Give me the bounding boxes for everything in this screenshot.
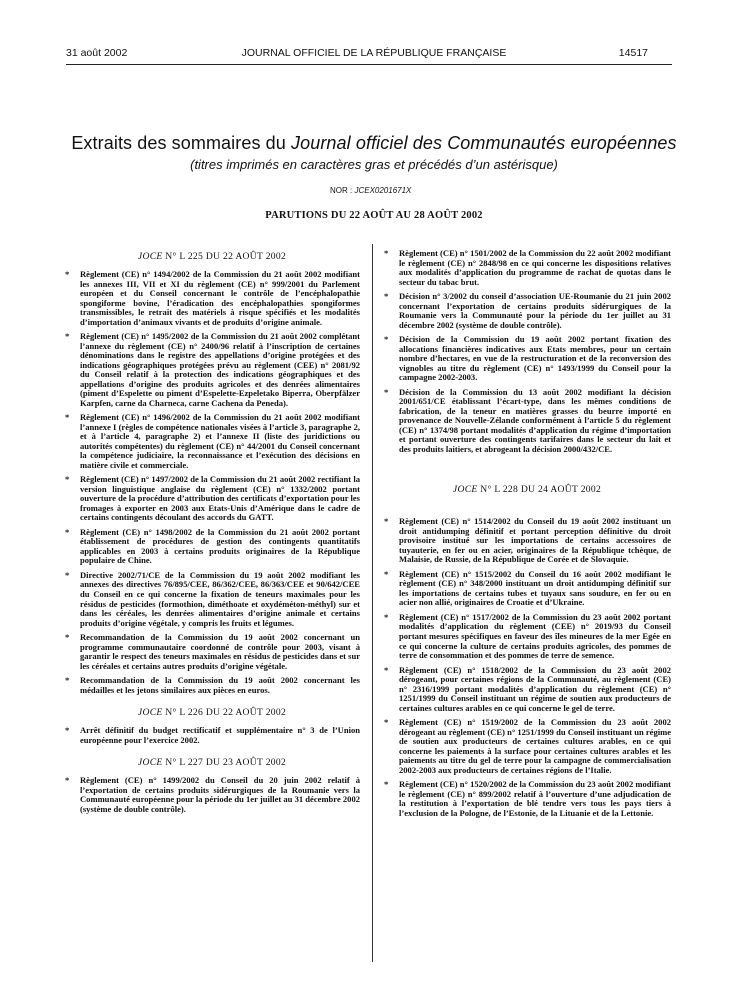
nor-label: NOR : xyxy=(330,186,355,195)
page-title xyxy=(0,133,748,154)
title-part1: Extraits des sommaires du xyxy=(71,133,292,153)
summary-entry xyxy=(383,780,671,818)
entry-text: Règlement (CE) n° 1518/2002 de la Commission du 23 août 2002 dérogeant, pour certaines régions de la Communauté, au règlement (CE) n° 2316/1999 portant modalités d’application du règlement (CE) n° 1251/1999 du Conseil instituant un régime de soutien aux producteurs de certaines cultures arables en ce qui concerne le gel de terre. xyxy=(399,664,671,713)
summary-entry xyxy=(383,570,671,608)
asterisk-marker: * xyxy=(384,717,389,728)
entry-text: Règlement (CE) n° 1499/2002 du Conseil du 20 juin 2002 relatif à l’exportation de certains produits sidérurgiques de la Roumanie vers la Communauté européenne pour la période du 1er juillet au 31 décembre 2002 (système de double contrôle). xyxy=(80,775,360,814)
summary-entry xyxy=(383,335,671,383)
joce-label: JOCE xyxy=(452,484,478,496)
summary-entry xyxy=(383,718,671,775)
asterisk-marker: * xyxy=(65,526,70,537)
asterisk-marker: * xyxy=(384,568,389,579)
asterisk-marker: * xyxy=(384,334,389,345)
asterisk-marker: * xyxy=(65,775,70,786)
running-header xyxy=(0,47,748,63)
asterisk-marker: * xyxy=(65,412,70,423)
entry-text: Règlement (CE) n° 1497/2002 de la Commission du 21 août 2002 rectifiant la version linguistique anglaise du règlement (CE) n° 1332/2002 portant ouverture de la procédure d’attribution des certificats d’exportation pour les fromages à exporter en 2003 aux Etats-Unis d’Amérique dans le cadre de certains contingents découlant des accords du GATT. xyxy=(80,474,360,523)
entry-text: Règlement (CE) n° 1517/2002 de la Commission du 23 août 2002 portant modalités d’application du règlement (CEE) n° 2019/93 du Conseil portant mesures spécifiques en faveur des îles mineures de la mer Egée en ce qui concerne la culture de certains produits agricoles, des pommes de terre de consommation et des pommes de terre de semence. xyxy=(399,611,671,661)
summary-entry xyxy=(64,475,360,523)
summary-entry xyxy=(64,726,360,745)
entry-text: Arrêt définitif du budget rectificatif et supplémentaire n° 3 de l’Union européenne pour l’exercice 2002. xyxy=(80,725,360,745)
asterisk-marker: * xyxy=(65,474,70,485)
summary-entry xyxy=(383,517,671,565)
entry-text: Règlement (CE) n° 1519/2002 de la Commission du 23 août 2002 dérogeant au règlement (CE) n° 1251/1999 du Conseil instituant un régime de soutien aux producteurs de certaines cultures arables, en ce qui concerne les paiements à la surface pour certaines cultures arables et les paiements au titre du gel de terre pour la campagne de commercialisation 2002-2003 aux producteurs de certaines régions de l’Italie. xyxy=(399,717,672,775)
joce-label: JOCE xyxy=(137,707,163,719)
summary-entry xyxy=(383,666,671,714)
asterisk-marker: * xyxy=(384,386,389,397)
header-journal-title: JOURNAL OFFICIEL DE LA RÉPUBLIQUE FRANÇAISE xyxy=(241,47,507,59)
entry-text: Décision de la Commission du 13 août 2002 modifiant la décision 2001/651/CE établissant l’écart-type, dans les mêmes conditions de fabrication, de la teneur en matières grasses du beurre importé en provenance de Nouvelle-Zélande conformément à l’article 5 du règlement (CE) n° 1374/98 portant modalités d’application du régime d’importation et portant ouverture des contingents tarifaires dans le secteur du lait et des produits laitiers, et abrogeant la décision 2000/432/CE. xyxy=(399,386,671,454)
right-column xyxy=(383,249,671,823)
entry-text: Règlement (CE) n° 1498/2002 de la Commission du 21 août 2002 portant établissement de procédures de gestion des contingents quantitatifs applicables en 2003 à certains produits originaires de la République populaire de Chine. xyxy=(80,526,360,566)
asterisk-marker: * xyxy=(384,291,389,302)
summary-entry xyxy=(64,332,360,408)
header-date: 31 août 2002 xyxy=(66,47,128,59)
entry-text: Règlement (CE) n° 1494/2002 de la Commission du 21 août 2002 modifiant les annexes III, VII et XI du règlement (CE) n° 999/2001 du Parlement européen et du Conseil concernant le contrôle de l’encéphalopathie spongiforme bovine, l’éradication des encéphalopathies spongiformes transmissibles, le retrait des matériels à risque spécifiés et les modalités d’importation d’animaux vivants et de produits d’origine animale. xyxy=(80,269,360,327)
asterisk-marker: * xyxy=(65,569,70,580)
asterisk-marker: * xyxy=(65,269,70,279)
entry-text: Règlement (CE) n° 1495/2002 de la Commission du 21 août 2002 complétant l’annexe du règlement (CE) n° 2400/96 relatif à l’inscription de certaines dénominations dans le registre des appellations d’origine protégées et des indications géographiques protégées prévu au règlement (CEE) n° 2081/92 du Conseil relatif à la protection des indications géographiques et des appellations d’origine des produits agricoles et des denrées alimentaires (piment d’Espelette ou piment d’Espelette-Ezpeletako Biperra, Oberpfälzer Karpfen, carne da Charneca, carne Cachena da Peneda). xyxy=(80,331,360,408)
column-separator xyxy=(372,244,373,962)
header-rule xyxy=(66,64,672,65)
section-label: N° L 226 DU 22 AOÛT 2002 xyxy=(162,707,287,719)
summary-entry xyxy=(383,292,671,330)
summary-entry xyxy=(383,613,671,661)
nor-reference xyxy=(330,186,411,195)
entry-text: Décision n° 3/2002 du conseil d’association UE-Roumanie du 21 juin 2002 concernant l’exportation de certains produits sidérurgiques de la Roumanie vers la Communauté pour la période du 1er juillet au 31 décembre 2002 (système de double contrôle). xyxy=(399,291,671,330)
section-heading-l227 xyxy=(64,757,360,768)
section-heading-l226 xyxy=(64,707,360,718)
summary-entry xyxy=(64,776,360,814)
summary-entry xyxy=(64,413,360,470)
section-heading-l228 xyxy=(383,484,671,495)
entry-text: Directive 2002/71/CE de la Commission du 19 août 2002 modifiant les annexes des directives 76/895/CEE, 86/362/CEE, 86/363/CEE et 90/642/CEE du Conseil en ce qui concerne la fixation de teneurs maximales pour les résidus de pesticides (formothion, diméthoate et oxydéméton-méthyl) sur et dans les céréales, les denrées alimentaires d’origine animale et certains produits d’origine végétale, y compris les fruits et légumes. xyxy=(80,569,360,628)
section-heading-l225 xyxy=(64,251,360,262)
left-column xyxy=(64,247,360,819)
summary-entry xyxy=(64,528,360,566)
section-label: N° L 225 DU 22 AOÛT 2002 xyxy=(162,251,287,262)
entry-text: Règlement (CE) n° 1520/2002 de la Commission du 23 août 2002 modifiant le règlement (CE) n° 899/2002 relatif à l’ouverture d’une adjudication de la restitution à l’exportation de blé tendre vers tous les pays tiers à l’exclusion de la Pologne, de l’Estonie, de la Lituanie et de la Lettonie. xyxy=(399,779,671,818)
asterisk-marker: * xyxy=(65,632,70,643)
entry-text: Recommandation de la Commission du 19 août 2002 concernant un programme communautaire coordonné de contrôle pour 2003, visant à garantir le respect des teneurs maximales en résidus de pesticides dans et sur les céréales et certains autres produits d’origine végétale. xyxy=(80,632,360,671)
list-l226 xyxy=(64,726,360,745)
joce-label: JOCE xyxy=(137,251,163,262)
section-label: N° L 227 DU 23 AOÛT 2002 xyxy=(162,757,287,769)
asterisk-marker: * xyxy=(65,675,70,686)
title-italic: Journal officiel des Communautés européennes xyxy=(291,133,677,153)
list-l225 xyxy=(64,270,360,695)
entry-text: Décision de la Commission du 19 août 2002 portant fixation des allocations financières indicatives aux Etats membres, pour un certain nombre d’hectares, en vue de la restructuration et de la reconversion des vignobles au titre du règlement (CE) n° 1493/1999 du Conseil pour la campagne 2002-2003. xyxy=(399,334,671,383)
entry-text: Recommandation de la Commission du 19 août 2002 concernant les médailles et les jetons similaires aux pièces en euros. xyxy=(80,675,360,695)
joce-label: JOCE xyxy=(137,757,163,769)
entry-text: Règlement (CE) n° 1501/2002 de la Commission du 22 août 2002 modifiant le règlement (CE) n° 2848/98 en ce qui concerne les dispositions relatives aux modalités d’application du programme de rachat de quotas dans le secteur du tabac brut. xyxy=(399,248,671,287)
entry-text: Règlement (CE) n° 1514/2002 du Conseil du 19 août 2002 instituant un droit antidumping définitif et portant perception définitive du droit provisoire institué sur les importations de certains accessoires de tuyauterie, en fer ou en acier, originaires de la République tchèque, de Malaisie, de Russie, de la République de Corée et de Slovaquie. xyxy=(399,516,671,565)
asterisk-marker: * xyxy=(384,664,389,675)
header-page-number: 14517 xyxy=(618,47,648,59)
nor-value: JCEX0201671X xyxy=(354,186,412,195)
summary-entry xyxy=(64,270,360,327)
entry-text: Règlement (CE) n° 1496/2002 de la Commission du 21 août 2002 modifiant l’annexe I (règles de compétence nationales visées à l’article 3, paragraphe 2, et à l’article 4, paragraphe 2) et l’annexe II (liste des juridictions ou autorités compétentes) du règlement (CE) n° 44/2001 du Conseil concernant la compétence judiciaire, la reconnaissance et l’exécution des décisions en matière civile et commerciale. xyxy=(80,412,360,470)
summary-entry xyxy=(64,571,360,628)
summary-entry xyxy=(64,633,360,671)
summary-entry xyxy=(64,676,360,695)
list-l227-continued xyxy=(383,249,671,454)
asterisk-marker: * xyxy=(65,725,70,736)
entry-text: Règlement (CE) n° 1515/2002 du Conseil du 16 août 2002 modifiant le règlement (CE) n° 348/2000 instituant un droit antidumping définitif sur les importations de certains tubes et tuyaux sans soudure, en fer ou en acier non allié, originaires de Croatie et d’Ukraine. xyxy=(399,568,671,608)
summary-entry xyxy=(383,249,671,287)
section-label: N° L 228 DU 24 AOÛT 2002 xyxy=(477,484,602,496)
parutions-heading: PARUTIONS DU 22 AOÛT AU 28 AOÛT 2002 xyxy=(265,210,483,221)
asterisk-marker: * xyxy=(384,248,389,258)
asterisk-marker: * xyxy=(384,516,389,527)
page-subtitle: (titres imprimés en caractères gras et précédés d’un astérisque) xyxy=(190,157,558,172)
asterisk-marker: * xyxy=(65,331,70,342)
list-l227 xyxy=(64,776,360,814)
summary-entry xyxy=(383,388,671,455)
list-l228 xyxy=(383,517,671,818)
asterisk-marker: * xyxy=(384,779,389,790)
asterisk-marker: * xyxy=(384,611,389,622)
